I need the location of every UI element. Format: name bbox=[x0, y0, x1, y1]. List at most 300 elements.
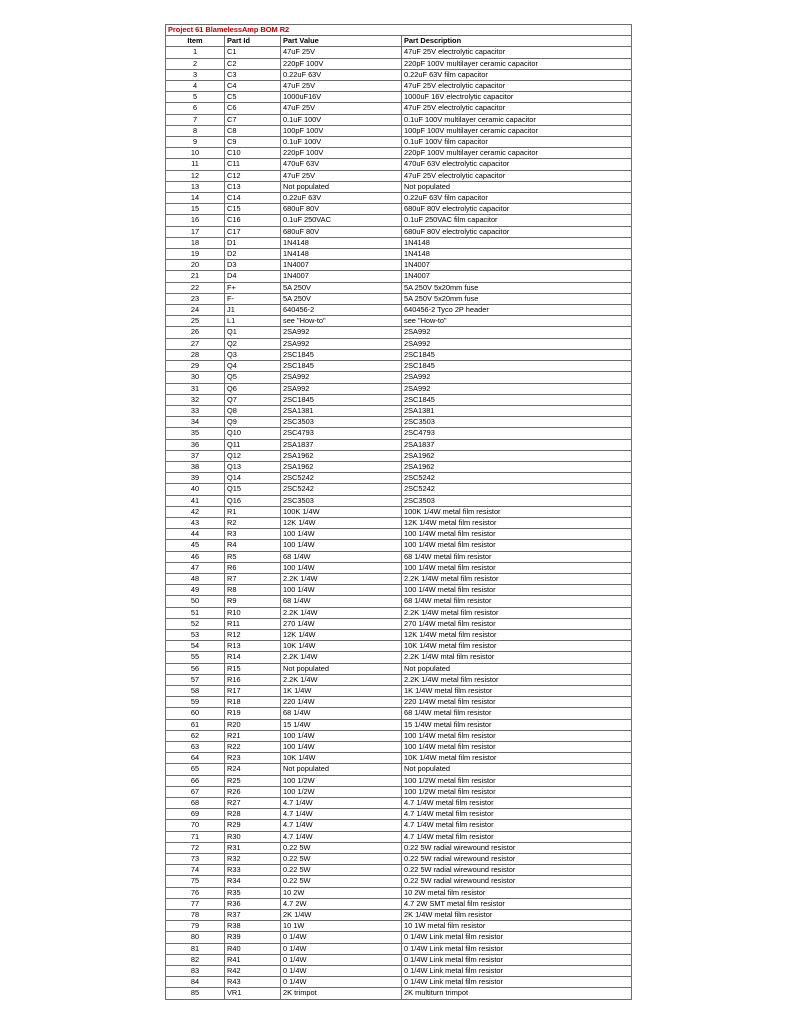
cell-part-description: 220 1/4W metal film resistor bbox=[402, 697, 632, 708]
table-row bbox=[166, 697, 632, 708]
cell-item: 31 bbox=[166, 383, 225, 394]
cell-part-value: 100 1/4W bbox=[281, 730, 402, 741]
table-row bbox=[166, 517, 632, 528]
table-row bbox=[166, 271, 632, 282]
cell-part-value: 1N4148 bbox=[281, 249, 402, 260]
cell-part-id: R17 bbox=[225, 685, 281, 696]
cell-part-description: 2K multiturn trimpot bbox=[402, 988, 632, 999]
column-header-part-description: Part Description bbox=[402, 36, 632, 47]
cell-item: 65 bbox=[166, 764, 225, 775]
cell-part-id: Q12 bbox=[225, 450, 281, 461]
cell-part-description: 2SA992 bbox=[402, 327, 632, 338]
cell-part-description: Not populated bbox=[402, 764, 632, 775]
cell-part-description: 1N4148 bbox=[402, 249, 632, 260]
cell-part-id: R16 bbox=[225, 674, 281, 685]
cell-part-id: C10 bbox=[225, 148, 281, 159]
cell-part-description: 100 1/4W metal film resistor bbox=[402, 730, 632, 741]
table-row bbox=[166, 719, 632, 730]
cell-item: 38 bbox=[166, 461, 225, 472]
cell-part-value: 10 2W bbox=[281, 887, 402, 898]
table-row bbox=[166, 562, 632, 573]
table-row bbox=[166, 506, 632, 517]
cell-part-id: R21 bbox=[225, 730, 281, 741]
cell-item: 8 bbox=[166, 125, 225, 136]
cell-part-value: 68 1/4W bbox=[281, 596, 402, 607]
cell-item: 40 bbox=[166, 484, 225, 495]
table-row bbox=[166, 753, 632, 764]
cell-item: 28 bbox=[166, 349, 225, 360]
table-row bbox=[166, 338, 632, 349]
table-row bbox=[166, 316, 632, 327]
table-row bbox=[166, 114, 632, 125]
table-row bbox=[166, 954, 632, 965]
table-row bbox=[166, 854, 632, 865]
cell-part-id: Q4 bbox=[225, 361, 281, 372]
cell-item: 35 bbox=[166, 428, 225, 439]
cell-part-description: 10K 1/4W metal film resistor bbox=[402, 641, 632, 652]
cell-part-id: R23 bbox=[225, 753, 281, 764]
table-row bbox=[166, 92, 632, 103]
cell-part-value: 2SA992 bbox=[281, 383, 402, 394]
table-row bbox=[166, 887, 632, 898]
cell-item: 53 bbox=[166, 629, 225, 640]
column-header-item: Item bbox=[166, 36, 225, 47]
cell-item: 80 bbox=[166, 932, 225, 943]
cell-part-value: 0 1/4W bbox=[281, 954, 402, 965]
cell-part-value: 2SC1845 bbox=[281, 361, 402, 372]
cell-part-id: R6 bbox=[225, 562, 281, 573]
cell-item: 71 bbox=[166, 831, 225, 842]
table-row bbox=[166, 573, 632, 584]
cell-part-id: R8 bbox=[225, 585, 281, 596]
cell-part-description: 5A 250V 5x20mm fuse bbox=[402, 293, 632, 304]
cell-item: 47 bbox=[166, 562, 225, 573]
table-row bbox=[166, 69, 632, 80]
cell-part-id: Q8 bbox=[225, 405, 281, 416]
table-row bbox=[166, 977, 632, 988]
cell-item: 13 bbox=[166, 181, 225, 192]
cell-part-value: 0.1uF 100V bbox=[281, 114, 402, 125]
cell-part-description: 0.22uF 63V film capacitor bbox=[402, 193, 632, 204]
cell-item: 16 bbox=[166, 215, 225, 226]
cell-part-value: 2SA1837 bbox=[281, 439, 402, 450]
cell-part-id: Q16 bbox=[225, 495, 281, 506]
cell-item: 62 bbox=[166, 730, 225, 741]
cell-part-id: R18 bbox=[225, 697, 281, 708]
cell-part-description: 0 1/4W Link metal film resistor bbox=[402, 954, 632, 965]
cell-part-id: Q15 bbox=[225, 484, 281, 495]
cell-part-description: 12K 1/4W metal film resistor bbox=[402, 517, 632, 528]
table-row bbox=[166, 439, 632, 450]
cell-part-description: 2SC3503 bbox=[402, 417, 632, 428]
cell-part-description: 2SC4793 bbox=[402, 428, 632, 439]
cell-part-description: 100 1/4W metal film resistor bbox=[402, 562, 632, 573]
cell-part-id: R29 bbox=[225, 820, 281, 831]
cell-part-value: 0.22 5W bbox=[281, 854, 402, 865]
cell-part-id: D2 bbox=[225, 249, 281, 260]
table-row bbox=[166, 932, 632, 943]
cell-part-description: 5A 250V 5x20mm fuse bbox=[402, 282, 632, 293]
table-row bbox=[166, 103, 632, 114]
cell-part-value: 220pF 100V bbox=[281, 58, 402, 69]
cell-part-value: Not populated bbox=[281, 663, 402, 674]
cell-part-description: 2SC3503 bbox=[402, 495, 632, 506]
cell-part-description: 10 2W metal film resistor bbox=[402, 887, 632, 898]
cell-part-id: R37 bbox=[225, 910, 281, 921]
cell-part-value: 10K 1/4W bbox=[281, 753, 402, 764]
cell-item: 58 bbox=[166, 685, 225, 696]
cell-item: 85 bbox=[166, 988, 225, 999]
cell-part-id: R7 bbox=[225, 573, 281, 584]
cell-item: 79 bbox=[166, 921, 225, 932]
table-row bbox=[166, 58, 632, 69]
cell-part-id: R28 bbox=[225, 809, 281, 820]
cell-part-id: C2 bbox=[225, 58, 281, 69]
cell-item: 9 bbox=[166, 137, 225, 148]
cell-part-id: D3 bbox=[225, 260, 281, 271]
cell-item: 75 bbox=[166, 876, 225, 887]
table-row bbox=[166, 966, 632, 977]
cell-item: 70 bbox=[166, 820, 225, 831]
cell-item: 57 bbox=[166, 674, 225, 685]
cell-part-value: 2.2K 1/4W bbox=[281, 607, 402, 618]
cell-part-id: C11 bbox=[225, 159, 281, 170]
cell-item: 45 bbox=[166, 540, 225, 551]
cell-part-description: 68 1/4W metal film resistor bbox=[402, 596, 632, 607]
cell-item: 39 bbox=[166, 473, 225, 484]
cell-part-description: 640456-2 Tyco 2P header bbox=[402, 305, 632, 316]
cell-part-value: 100pF 100V bbox=[281, 125, 402, 136]
cell-part-id: R41 bbox=[225, 954, 281, 965]
cell-part-description: 100 1/4W metal film resistor bbox=[402, 585, 632, 596]
cell-item: 54 bbox=[166, 641, 225, 652]
cell-part-id: F+ bbox=[225, 282, 281, 293]
table-row bbox=[166, 988, 632, 999]
cell-part-value: 0 1/4W bbox=[281, 966, 402, 977]
cell-part-value: Not populated bbox=[281, 764, 402, 775]
cell-part-value: 10 1W bbox=[281, 921, 402, 932]
cell-part-description: 10 1W metal film resistor bbox=[402, 921, 632, 932]
cell-part-value: 1000uF16V bbox=[281, 92, 402, 103]
cell-item: 83 bbox=[166, 966, 225, 977]
table-row bbox=[166, 461, 632, 472]
cell-part-value: 2.2K 1/4W bbox=[281, 573, 402, 584]
cell-item: 55 bbox=[166, 652, 225, 663]
cell-item: 1 bbox=[166, 47, 225, 58]
cell-part-id: L1 bbox=[225, 316, 281, 327]
table-row bbox=[166, 181, 632, 192]
bom-table-body bbox=[166, 25, 632, 1000]
table-row bbox=[166, 148, 632, 159]
cell-item: 61 bbox=[166, 719, 225, 730]
cell-item: 59 bbox=[166, 697, 225, 708]
cell-part-value: 100 1/4W bbox=[281, 742, 402, 753]
cell-part-description: 4.7 1/4W metal film resistor bbox=[402, 809, 632, 820]
cell-part-value: 68 1/4W bbox=[281, 551, 402, 562]
cell-item: 11 bbox=[166, 159, 225, 170]
cell-part-value: 12K 1/4W bbox=[281, 517, 402, 528]
cell-item: 34 bbox=[166, 417, 225, 428]
cell-part-id: C1 bbox=[225, 47, 281, 58]
table-row bbox=[166, 137, 632, 148]
cell-part-id: R26 bbox=[225, 786, 281, 797]
cell-part-description: 2SA1381 bbox=[402, 405, 632, 416]
cell-part-id: R27 bbox=[225, 798, 281, 809]
cell-part-id: C7 bbox=[225, 114, 281, 125]
cell-item: 5 bbox=[166, 92, 225, 103]
table-row bbox=[166, 305, 632, 316]
cell-item: 15 bbox=[166, 204, 225, 215]
cell-part-id: J1 bbox=[225, 305, 281, 316]
cell-part-value: 2SC3503 bbox=[281, 417, 402, 428]
cell-part-id: R19 bbox=[225, 708, 281, 719]
cell-part-description: 100 1/4W metal film resistor bbox=[402, 742, 632, 753]
cell-part-id: R9 bbox=[225, 596, 281, 607]
cell-part-id: C14 bbox=[225, 193, 281, 204]
cell-item: 43 bbox=[166, 517, 225, 528]
table-row bbox=[166, 742, 632, 753]
cell-part-description: 2SA1962 bbox=[402, 450, 632, 461]
cell-part-value: 100 1/2W bbox=[281, 775, 402, 786]
cell-part-id: R32 bbox=[225, 854, 281, 865]
cell-item: 23 bbox=[166, 293, 225, 304]
cell-part-id: R38 bbox=[225, 921, 281, 932]
cell-part-value: 2SC1845 bbox=[281, 394, 402, 405]
table-row bbox=[166, 327, 632, 338]
table-row bbox=[166, 910, 632, 921]
table-row bbox=[166, 798, 632, 809]
cell-part-value: 2SA992 bbox=[281, 372, 402, 383]
cell-item: 44 bbox=[166, 529, 225, 540]
table-row bbox=[166, 125, 632, 136]
cell-part-value: 100 1/4W bbox=[281, 585, 402, 596]
cell-part-id: R39 bbox=[225, 932, 281, 943]
cell-part-value: 2SA1962 bbox=[281, 461, 402, 472]
cell-part-id: Q10 bbox=[225, 428, 281, 439]
cell-item: 26 bbox=[166, 327, 225, 338]
table-row bbox=[166, 428, 632, 439]
cell-part-description: 68 1/4W metal film resistor bbox=[402, 551, 632, 562]
cell-part-description: 0.22 5W radial wirewound resistor bbox=[402, 854, 632, 865]
cell-part-value: 2K trimpot bbox=[281, 988, 402, 999]
cell-part-id: D1 bbox=[225, 237, 281, 248]
table-row bbox=[166, 708, 632, 719]
cell-item: 12 bbox=[166, 170, 225, 181]
cell-item: 17 bbox=[166, 226, 225, 237]
table-row bbox=[166, 585, 632, 596]
cell-part-description: 2.2K 1/4W metal film resistor bbox=[402, 674, 632, 685]
cell-part-id: Q6 bbox=[225, 383, 281, 394]
cell-part-description: 0 1/4W Link metal film resistor bbox=[402, 943, 632, 954]
cell-part-value: 270 1/4W bbox=[281, 618, 402, 629]
table-row bbox=[166, 237, 632, 248]
cell-part-description: 1000uF 16V electrolytic capacitor bbox=[402, 92, 632, 103]
table-row bbox=[166, 540, 632, 551]
cell-part-value: 68 1/4W bbox=[281, 708, 402, 719]
cell-part-id: R36 bbox=[225, 898, 281, 909]
cell-part-value: 220pF 100V bbox=[281, 148, 402, 159]
cell-item: 50 bbox=[166, 596, 225, 607]
table-row bbox=[166, 943, 632, 954]
cell-item: 29 bbox=[166, 361, 225, 372]
cell-part-value: 4.7 2W bbox=[281, 898, 402, 909]
cell-part-id: C15 bbox=[225, 204, 281, 215]
table-row bbox=[166, 473, 632, 484]
cell-item: 42 bbox=[166, 506, 225, 517]
cell-part-id: R35 bbox=[225, 887, 281, 898]
table-row bbox=[166, 652, 632, 663]
cell-part-description: 47uF 25V electrolytic capacitor bbox=[402, 103, 632, 114]
bom-title: Project 61 BlamelessAmp BOM R2 bbox=[166, 25, 402, 36]
cell-part-id: C8 bbox=[225, 125, 281, 136]
cell-part-value: 2SA992 bbox=[281, 327, 402, 338]
table-row bbox=[166, 730, 632, 741]
cell-part-id: R25 bbox=[225, 775, 281, 786]
cell-item: 78 bbox=[166, 910, 225, 921]
cell-part-id: C17 bbox=[225, 226, 281, 237]
cell-part-id: Q7 bbox=[225, 394, 281, 405]
cell-part-description: 470uF 63V electrolytic capacitor bbox=[402, 159, 632, 170]
table-row bbox=[166, 898, 632, 909]
cell-part-value: 2SA1962 bbox=[281, 450, 402, 461]
table-row bbox=[166, 405, 632, 416]
cell-part-description: 47uF 25V electrolytic capacitor bbox=[402, 81, 632, 92]
cell-part-id: Q3 bbox=[225, 349, 281, 360]
cell-part-id: F- bbox=[225, 293, 281, 304]
table-row bbox=[166, 663, 632, 674]
table-row bbox=[166, 865, 632, 876]
cell-part-value: 0.22uF 63V bbox=[281, 69, 402, 80]
table-row bbox=[166, 260, 632, 271]
cell-part-value: 47uF 25V bbox=[281, 81, 402, 92]
cell-part-id: Q9 bbox=[225, 417, 281, 428]
table-row bbox=[166, 551, 632, 562]
cell-item: 56 bbox=[166, 663, 225, 674]
cell-part-value: 1N4148 bbox=[281, 237, 402, 248]
cell-part-value: 220 1/4W bbox=[281, 697, 402, 708]
cell-part-value: 100 1/4W bbox=[281, 540, 402, 551]
table-row bbox=[166, 450, 632, 461]
cell-part-description: 0 1/4W Link metal film resistor bbox=[402, 932, 632, 943]
cell-item: 77 bbox=[166, 898, 225, 909]
bom-sheet bbox=[165, 24, 632, 1000]
cell-part-description: 4.7 1/4W metal film resistor bbox=[402, 820, 632, 831]
cell-item: 10 bbox=[166, 148, 225, 159]
cell-part-id: Q11 bbox=[225, 439, 281, 450]
cell-part-id: R5 bbox=[225, 551, 281, 562]
cell-part-id: D4 bbox=[225, 271, 281, 282]
cell-part-id: Q13 bbox=[225, 461, 281, 472]
cell-part-id: R24 bbox=[225, 764, 281, 775]
cell-item: 30 bbox=[166, 372, 225, 383]
cell-part-value: 4.7 1/4W bbox=[281, 798, 402, 809]
cell-part-description: 270 1/4W metal film resistor bbox=[402, 618, 632, 629]
cell-item: 66 bbox=[166, 775, 225, 786]
table-row bbox=[166, 372, 632, 383]
table-row bbox=[166, 170, 632, 181]
cell-item: 36 bbox=[166, 439, 225, 450]
cell-part-description: 2SA992 bbox=[402, 383, 632, 394]
cell-item: 49 bbox=[166, 585, 225, 596]
cell-part-description: 1N4148 bbox=[402, 237, 632, 248]
cell-part-value: see "How-to" bbox=[281, 316, 402, 327]
cell-part-description: 100 1/2W metal film resistor bbox=[402, 786, 632, 797]
cell-part-value: 100 1/2W bbox=[281, 786, 402, 797]
cell-part-value: 47uF 25V bbox=[281, 170, 402, 181]
cell-part-value: 680uF 80V bbox=[281, 204, 402, 215]
cell-part-id: R43 bbox=[225, 977, 281, 988]
title-row-blank-cell bbox=[402, 25, 632, 36]
cell-part-value: 0 1/4W bbox=[281, 977, 402, 988]
cell-part-value: 47uF 25V bbox=[281, 47, 402, 58]
table-row bbox=[166, 159, 632, 170]
cell-part-id: R11 bbox=[225, 618, 281, 629]
cell-part-description: 0.22 5W radial wirewound resistor bbox=[402, 876, 632, 887]
cell-item: 20 bbox=[166, 260, 225, 271]
table-row bbox=[166, 361, 632, 372]
cell-item: 67 bbox=[166, 786, 225, 797]
cell-part-value: 15 1/4W bbox=[281, 719, 402, 730]
cell-part-value: 10K 1/4W bbox=[281, 641, 402, 652]
cell-part-id: R12 bbox=[225, 629, 281, 640]
table-row bbox=[166, 641, 632, 652]
cell-part-value: 0.22 5W bbox=[281, 876, 402, 887]
cell-part-value: 2SC4793 bbox=[281, 428, 402, 439]
cell-part-description: 0.1uF 100V multilayer ceramic capacitor bbox=[402, 114, 632, 125]
cell-part-value: 1K 1/4W bbox=[281, 685, 402, 696]
cell-part-description: 680uF 80V electrolytic capacitor bbox=[402, 204, 632, 215]
cell-item: 84 bbox=[166, 977, 225, 988]
cell-item: 52 bbox=[166, 618, 225, 629]
cell-part-id: C4 bbox=[225, 81, 281, 92]
cell-part-description: 2SA1962 bbox=[402, 461, 632, 472]
cell-part-description: 4.7 1/4W metal film resistor bbox=[402, 831, 632, 842]
cell-part-description: 0.22uF 63V film capacitor bbox=[402, 69, 632, 80]
cell-part-description: 1K 1/4W metal film resistor bbox=[402, 685, 632, 696]
cell-part-value: 4.7 1/4W bbox=[281, 809, 402, 820]
cell-part-description: 2SA992 bbox=[402, 372, 632, 383]
cell-part-id: C5 bbox=[225, 92, 281, 103]
cell-part-value: 0.22 5W bbox=[281, 865, 402, 876]
cell-part-description: 2.2K 1/4W metal film resistor bbox=[402, 573, 632, 584]
cell-part-id: R20 bbox=[225, 719, 281, 730]
table-row bbox=[166, 495, 632, 506]
table-row bbox=[166, 674, 632, 685]
cell-part-description: 47uF 25V electrolytic capacitor bbox=[402, 170, 632, 181]
cell-part-id: R1 bbox=[225, 506, 281, 517]
cell-part-id: Q14 bbox=[225, 473, 281, 484]
cell-part-description: 2SC1845 bbox=[402, 361, 632, 372]
cell-item: 7 bbox=[166, 114, 225, 125]
cell-part-description: 100pF 100V multilayer ceramic capacitor bbox=[402, 125, 632, 136]
cell-part-description: 15 1/4W metal film resistor bbox=[402, 719, 632, 730]
cell-part-id: Q5 bbox=[225, 372, 281, 383]
header-row bbox=[166, 36, 632, 47]
cell-part-description: 100 1/4W metal film resistor bbox=[402, 540, 632, 551]
cell-item: 4 bbox=[166, 81, 225, 92]
cell-part-value: 100K 1/4W bbox=[281, 506, 402, 517]
cell-part-id: R31 bbox=[225, 842, 281, 853]
cell-part-description: 100 1/4W metal film resistor bbox=[402, 529, 632, 540]
table-row bbox=[166, 831, 632, 842]
cell-part-value: 5A 250V bbox=[281, 282, 402, 293]
table-row bbox=[166, 820, 632, 831]
cell-item: 37 bbox=[166, 450, 225, 461]
cell-item: 21 bbox=[166, 271, 225, 282]
cell-part-value: 680uF 80V bbox=[281, 226, 402, 237]
cell-item: 74 bbox=[166, 865, 225, 876]
cell-part-description: 47uF 25V electrolytic capacitor bbox=[402, 47, 632, 58]
